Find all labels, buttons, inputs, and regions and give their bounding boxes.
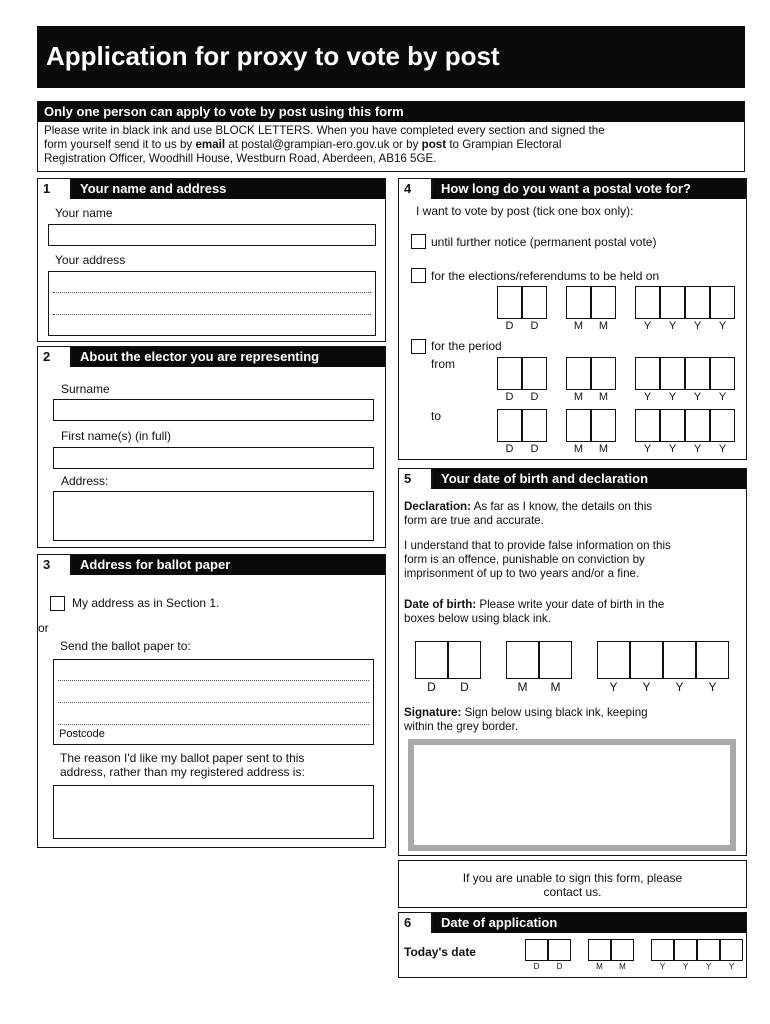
section-2-number: 2 xyxy=(38,347,72,367)
date-digit-label: Y xyxy=(643,391,652,403)
signature-line-2: within the grey border. xyxy=(404,720,519,733)
date-digit-box[interactable] xyxy=(635,409,660,442)
section-3-number: 3 xyxy=(38,555,72,575)
offence-line-3: imprisonment of up to two years and/or a fine. xyxy=(404,567,640,580)
date-digit-label: Y xyxy=(728,962,735,971)
dob-text xyxy=(404,598,742,626)
date-digit-label: D xyxy=(530,443,539,455)
date-digit-label: Y xyxy=(693,391,702,403)
date-digit-box[interactable] xyxy=(685,286,710,319)
same-address-label: My address as in Section 1. xyxy=(72,596,220,610)
date-digit-box[interactable] xyxy=(415,641,448,679)
date-digit-box[interactable] xyxy=(448,641,481,679)
intro-box xyxy=(37,101,745,172)
permanent-vote-label: until further notice (permanent postal vote) xyxy=(431,235,657,249)
intro-line-1: Please write in black ink and use BLOCK LETTERS. When you have completed every section and signed the xyxy=(44,124,605,137)
period-checkbox[interactable] xyxy=(411,339,426,354)
date-digit-label: M xyxy=(598,443,609,455)
dob-bold: Date of birth: xyxy=(404,598,477,611)
or-label: or xyxy=(38,621,49,635)
date-digit-label: D xyxy=(427,680,436,694)
address-line xyxy=(58,724,369,725)
elector-address-label: Address: xyxy=(61,474,109,488)
intro-line-2-post: to Grampian Electoral xyxy=(446,138,562,151)
section-3-header xyxy=(38,555,385,575)
offence-line-2: form is an offence, punishable on conviction by xyxy=(404,553,645,566)
date-digit-label: D xyxy=(533,962,540,971)
dob-line-2: boxes below using black ink. xyxy=(404,612,551,625)
section-1-panel xyxy=(37,178,386,342)
date-digit-label: D xyxy=(505,443,514,455)
declaration-text xyxy=(404,500,742,528)
date-digit-box[interactable] xyxy=(720,939,743,961)
date-digit-label: M xyxy=(598,320,609,332)
date-digit-label: Y xyxy=(668,443,677,455)
section-4-panel xyxy=(398,178,747,460)
vote-instruction: I want to vote by post (tick one box only): xyxy=(416,204,634,218)
period-label: for the period xyxy=(431,339,502,353)
date-digit-label: M xyxy=(573,391,584,403)
date-digit-box[interactable] xyxy=(525,939,548,961)
section-6-number: 6 xyxy=(399,913,433,933)
elections-label: for the elections/referendums to be held on xyxy=(431,269,660,283)
date-digit-label: Y xyxy=(718,391,727,403)
section-3-panel xyxy=(37,554,386,848)
offence-line-1: I understand that to provide false information on this xyxy=(404,539,671,552)
date-digit-label: D xyxy=(530,391,539,403)
date-digit-box[interactable] xyxy=(611,939,634,961)
section-5-number: 5 xyxy=(399,469,433,489)
date-digit-box[interactable] xyxy=(522,409,547,442)
declaration-bold: Declaration: xyxy=(404,500,472,513)
date-digit-box[interactable] xyxy=(710,286,735,319)
date-digit-box[interactable] xyxy=(635,357,660,390)
date-digit-label: D xyxy=(505,391,514,403)
date-digit-label: D xyxy=(530,320,539,332)
your-address-label: Your address xyxy=(55,253,126,267)
unable-line-1: If you are unable to sign this form, please xyxy=(462,871,683,885)
address-line xyxy=(58,680,369,681)
date-digit-box[interactable] xyxy=(548,939,571,961)
date-digit-box[interactable] xyxy=(566,357,591,390)
first-name-field[interactable] xyxy=(53,447,374,469)
date-digit-box[interactable] xyxy=(660,357,685,390)
date-digit-box[interactable] xyxy=(497,357,522,390)
date-digit-box[interactable] xyxy=(597,641,630,679)
section-2-header xyxy=(38,347,385,367)
date-digit-label: M xyxy=(573,320,584,332)
surname-label: Surname xyxy=(61,382,110,396)
date-digit-box[interactable] xyxy=(506,641,539,679)
date-digit-box[interactable] xyxy=(663,641,696,679)
section-6-header xyxy=(399,913,746,933)
date-digit-box[interactable] xyxy=(697,939,720,961)
signature-line-1 xyxy=(404,706,742,720)
date-digit-label: D xyxy=(460,680,469,694)
elections-checkbox[interactable] xyxy=(411,268,426,283)
section-5-header xyxy=(399,469,746,489)
section-5-panel xyxy=(398,468,747,856)
section-2-title: About the elector you are representing xyxy=(72,347,385,367)
date-digit-box[interactable] xyxy=(497,286,522,319)
section-4-title: How long do you want a postal vote for? xyxy=(433,179,746,199)
declaration-line-1-text: As far as I know, the details on this xyxy=(471,500,653,513)
address-line xyxy=(53,292,371,293)
date-digit-box[interactable] xyxy=(566,286,591,319)
dob-line-1 xyxy=(404,598,742,612)
your-name-label: Your name xyxy=(55,206,113,220)
declaration-line-2: form are true and accurate. xyxy=(404,514,544,527)
date-digit-label: M xyxy=(596,962,603,971)
date-digit-label: Y xyxy=(643,443,652,455)
section-3-title: Address for ballot paper xyxy=(72,555,385,575)
date-digit-label: Y xyxy=(642,680,651,694)
signature-line-1-text: Sign below using black ink, keeping xyxy=(461,706,648,719)
date-digit-box[interactable] xyxy=(651,939,674,961)
section-4-header xyxy=(399,179,746,199)
intro-line-2 xyxy=(44,138,738,152)
section-4-number: 4 xyxy=(399,179,433,199)
surname-field[interactable] xyxy=(53,399,374,421)
your-name-field[interactable] xyxy=(48,224,376,246)
first-name-label: First name(s) (in full) xyxy=(61,429,172,443)
date-digit-label: Y xyxy=(708,680,717,694)
date-digit-box[interactable] xyxy=(710,357,735,390)
date-digit-box[interactable] xyxy=(497,409,522,442)
to-label: to xyxy=(431,409,442,423)
date-digit-box[interactable] xyxy=(522,357,547,390)
date-digit-box[interactable] xyxy=(591,357,616,390)
date-digit-label: D xyxy=(556,962,563,971)
intro-heading: Only one person can apply to vote by post using this form xyxy=(38,102,744,122)
elector-address-field[interactable] xyxy=(53,491,374,541)
unable-to-sign-box xyxy=(398,860,747,908)
intro-post-bold: post xyxy=(421,138,447,151)
postcode-label: Postcode xyxy=(59,728,105,740)
date-digit-label: Y xyxy=(675,680,684,694)
signature-text xyxy=(404,706,742,734)
date-digit-label: M xyxy=(517,680,528,694)
date-digit-label: Y xyxy=(609,680,618,694)
today-date-label: Today's date xyxy=(404,945,476,959)
dob-line-1-text: Please write your date of birth in the xyxy=(476,598,665,611)
section-2-panel xyxy=(37,346,386,548)
same-address-checkbox[interactable] xyxy=(50,596,65,611)
date-digit-box[interactable] xyxy=(591,286,616,319)
permanent-vote-checkbox[interactable] xyxy=(411,234,426,249)
date-digit-label: Y xyxy=(682,962,689,971)
reason-line-1: The reason I'd like my ballot paper sent to this xyxy=(60,751,305,765)
date-digit-box[interactable] xyxy=(660,409,685,442)
date-digit-label: M xyxy=(550,680,561,694)
intro-email-bold: email xyxy=(195,138,226,151)
declaration-line-1 xyxy=(404,500,742,514)
date-digit-box[interactable] xyxy=(588,939,611,961)
address-line xyxy=(58,702,369,703)
date-digit-box[interactable] xyxy=(710,409,735,442)
date-digit-box[interactable] xyxy=(674,939,697,961)
reason-field[interactable] xyxy=(53,785,374,839)
section-1-number: 1 xyxy=(38,179,72,199)
signature-box[interactable] xyxy=(408,739,736,851)
date-digit-label: M xyxy=(573,443,584,455)
date-digit-label: Y xyxy=(718,443,727,455)
intro-line-2-mid: at postal@grampian-ero.gov.uk or by xyxy=(225,138,422,151)
ballot-address-field[interactable] xyxy=(53,659,374,745)
section-1-title: Your name and address xyxy=(72,179,385,199)
unable-line-2: contact us. xyxy=(543,885,602,899)
date-digit-box[interactable] xyxy=(630,641,663,679)
date-digit-box[interactable] xyxy=(591,409,616,442)
date-digit-box[interactable] xyxy=(685,357,710,390)
date-digit-label: Y xyxy=(643,320,652,332)
page-title: Application for proxy to vote by post xyxy=(37,26,745,88)
date-digit-label: Y xyxy=(668,320,677,332)
date-digit-label: Y xyxy=(668,391,677,403)
section-6-panel xyxy=(398,912,747,978)
date-digit-box[interactable] xyxy=(696,641,729,679)
date-digit-label: Y xyxy=(659,962,666,971)
date-digit-label: D xyxy=(505,320,514,332)
offence-text xyxy=(404,539,742,581)
section-1-header xyxy=(38,179,385,199)
section-5-title: Your date of birth and declaration xyxy=(433,469,746,489)
date-digit-label: M xyxy=(619,962,626,971)
intro-line-2-pre: form yourself send it to us by xyxy=(44,138,196,151)
date-digit-box[interactable] xyxy=(522,286,547,319)
reason-line-2: address, rather than my registered address is: xyxy=(60,765,305,779)
date-digit-box[interactable] xyxy=(539,641,572,679)
date-digit-label: Y xyxy=(705,962,712,971)
section-6-title: Date of application xyxy=(433,913,746,933)
intro-text xyxy=(38,122,744,168)
from-label: from xyxy=(431,357,455,371)
address-line xyxy=(53,314,371,315)
date-digit-box[interactable] xyxy=(660,286,685,319)
date-digit-label: Y xyxy=(718,320,727,332)
date-digit-label: M xyxy=(598,391,609,403)
signature-bold: Signature: xyxy=(404,706,462,719)
date-digit-box[interactable] xyxy=(635,286,660,319)
send-to-label: Send the ballot paper to: xyxy=(60,639,191,653)
date-digit-label: Y xyxy=(693,320,702,332)
date-digit-box[interactable] xyxy=(685,409,710,442)
your-address-field[interactable] xyxy=(48,271,376,336)
date-digit-label: Y xyxy=(693,443,702,455)
date-digit-box[interactable] xyxy=(566,409,591,442)
intro-line-3: Registration Officer, Woodhill House, Westburn Road, Aberdeen, AB16 5GE. xyxy=(44,152,437,165)
